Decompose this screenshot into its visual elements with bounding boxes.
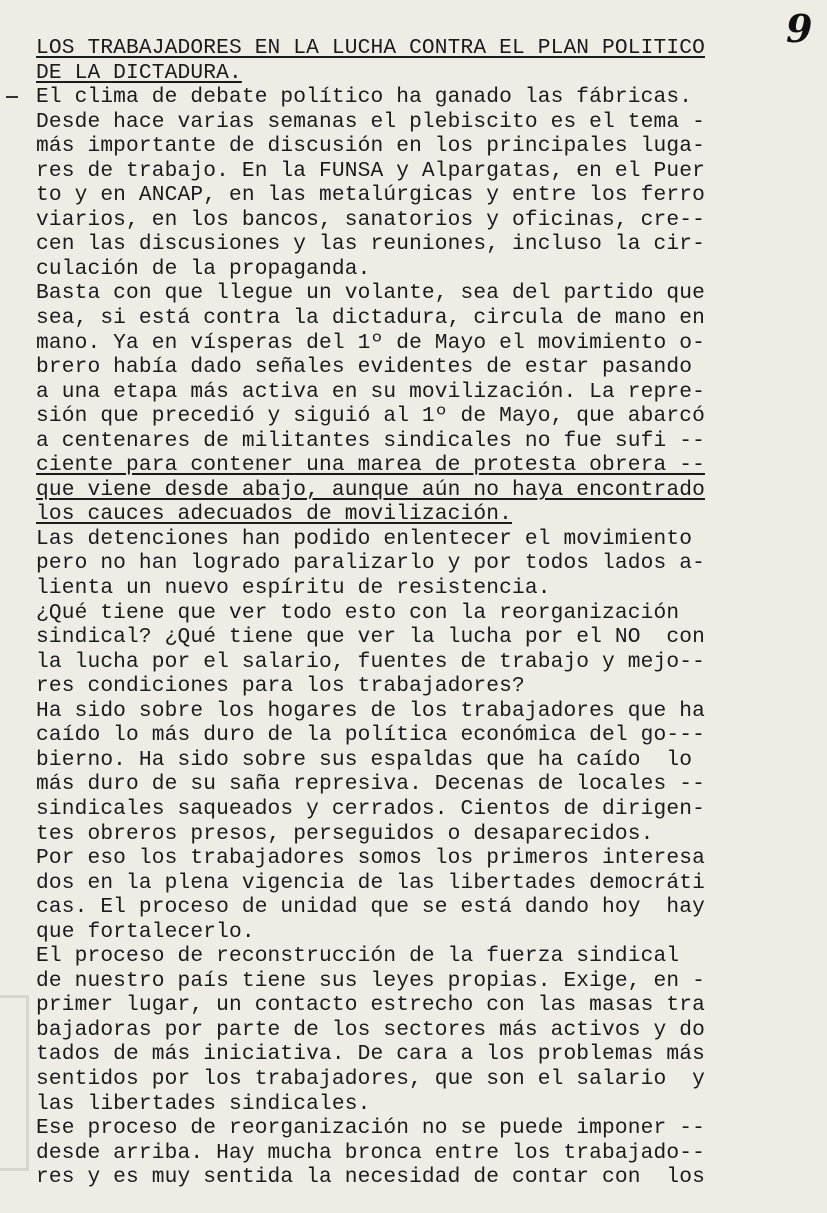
body-line: pero no han logrado paralizarlo y por todos lados a-	[36, 551, 705, 576]
body-line: caído lo más duro de la política económica del go---	[36, 723, 705, 748]
body-line: que fortalecerlo.	[36, 919, 255, 944]
article-text	[36, 36, 806, 1190]
body-line: mano. Ya en vísperas del 1º de Mayo el movimiento o-	[36, 330, 705, 355]
title-line: LOS TRABAJADORES EN LA LUCHA CONTRA EL PLAN POLITICO	[36, 36, 705, 60]
underlined-body-line: que viene desde abajo, aunque aún no haya encontrado	[36, 477, 705, 502]
body-line: brero había dado señales evidentes de estar pasando	[36, 355, 693, 380]
body-line: de nuestro país tiene sus leyes propias. Exige, en -	[36, 968, 705, 993]
body-line: a una etapa más activa en su movilización. La repre-	[36, 379, 705, 404]
body-line: res de trabajo. En la FUNSA y Alpargatas, en el Puer	[36, 158, 705, 183]
body-line: más importante de discusión en los principales luga-	[36, 134, 705, 159]
body-line: tados de más iniciativa. De cara a los problemas más	[36, 1042, 705, 1067]
show-through-frame	[0, 995, 29, 1171]
body-line: El proceso de reconstrucción de la fuerza sindical	[36, 944, 680, 969]
body-line: la lucha por el salario, fuentes de trabajo y mejo--	[36, 649, 705, 674]
body-line: res condiciones para los trabajadores?	[36, 674, 525, 699]
body-line: lienta un nuevo espíritu de resistencia.	[36, 576, 551, 601]
body-line: sindical? ¿Qué tiene que ver la lucha por el NO con	[36, 625, 705, 650]
body-line: Las detenciones han podido enlentecer el movimiento	[36, 526, 693, 551]
body-line: Desde hace varias semanas el plebiscito es el tema -	[36, 109, 705, 134]
body-line: cen las discusiones y las reuniones, incluso la cir-	[36, 232, 705, 257]
margin-dash-mark	[6, 96, 18, 98]
body-line: sindicales saqueados y cerrados. Cientos de dirigen-	[36, 796, 705, 821]
body-line: El clima de debate político ha ganado las fábricas.	[36, 85, 693, 110]
body-line: culación de la propaganda.	[36, 256, 371, 281]
body-line: tes obreros presos, perseguidos o desaparecidos.	[36, 821, 654, 846]
body-line: a centenares de militantes sindicales no fue sufi --	[36, 428, 705, 453]
body-line: ¿Qué tiene que ver todo esto con la reorganización	[36, 600, 680, 625]
body-line: sentidos por los trabajadores, que son el salario y	[36, 1066, 705, 1091]
body-line: desde arriba. Hay mucha bronca entre los trabajado--	[36, 1140, 705, 1165]
body-line: sea, si está contra la dictadura, circula de mano en	[36, 306, 705, 331]
body-line: Ese proceso de reorganización no se puede imponer --	[36, 1116, 705, 1141]
title-line: DE LA DICTADURA.	[36, 60, 242, 85]
body-line: dos en la plena vigencia de las libertades democráti	[36, 870, 705, 895]
body-line: viarios, en los bancos, sanatorios y oficinas, cre--	[36, 207, 705, 232]
underlined-body-line: los cauces adecuados de movilización.	[36, 502, 512, 527]
body-line: bajadoras por parte de los sectores más activos y do	[36, 1017, 705, 1042]
body-line: Por eso los trabajadores somos los primeros interesa	[36, 846, 705, 871]
body-line: to y en ANCAP, en las metalúrgicas y entre los ferro	[36, 183, 705, 208]
body-line: primer lugar, un contacto estrecho con las masas tra	[36, 993, 705, 1018]
body-line: res y es muy sentida la necesidad de contar con los	[36, 1165, 705, 1190]
body-line: Ha sido sobre los hogares de los trabajadores que ha	[36, 698, 705, 723]
body-line: Basta con que llegue un volante, sea del partido que	[36, 281, 705, 306]
body-line: sión que precedió y siguió al 1º de Mayo, que abarcó	[36, 404, 705, 429]
body-line: las libertades sindicales.	[36, 1091, 371, 1116]
underlined-body-line: ciente para contener una marea de protesta obrera --	[36, 453, 705, 478]
page-number: 9	[786, 6, 813, 51]
body-line: más duro de su saña represiva. Decenas de locales --	[36, 772, 705, 797]
body-line: bierno. Ha sido sobre sus espaldas que ha caído lo	[36, 747, 693, 772]
body-line: cas. El proceso de unidad que se está dando hoy hay	[36, 895, 705, 920]
